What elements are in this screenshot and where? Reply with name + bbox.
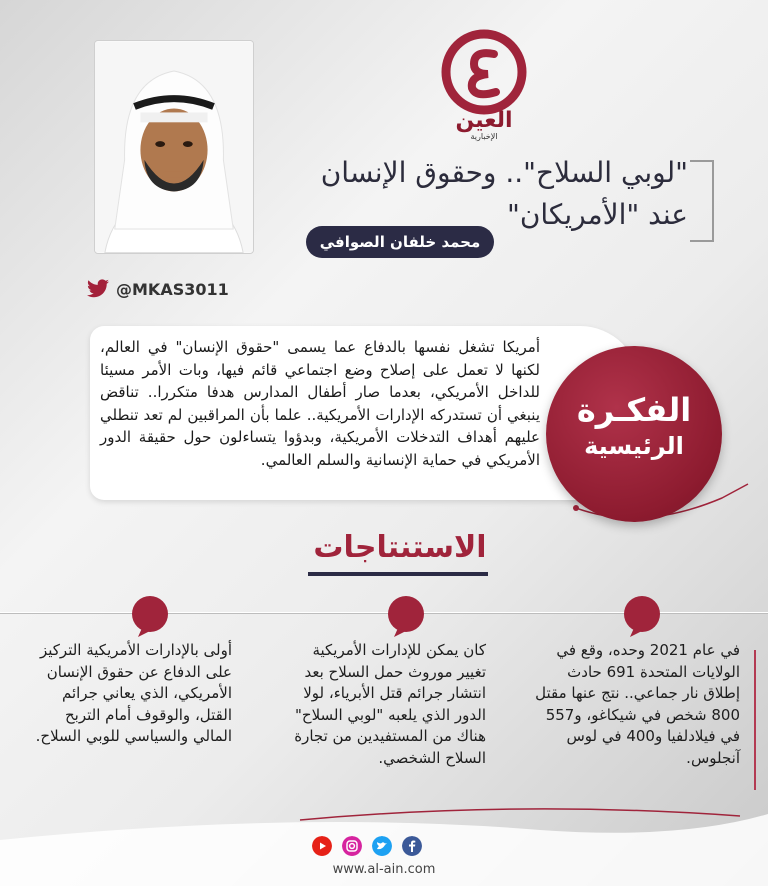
website-url[interactable]: www.al-ain.com	[332, 862, 436, 877]
main-idea-badge	[546, 346, 722, 522]
article-title	[268, 152, 688, 236]
author-photo-icon	[95, 41, 253, 253]
conclusion-item: في عام 2021 وحده، وقع في الولايات المتحدة 691 حادث إطلاق نار جماعي.. نتج عنها مقتل 800 شخص في شيكاغو، و557 في فيلادلفيا و400 في لوس آنجلوس.	[535, 641, 740, 767]
facebook-icon[interactable]	[402, 836, 422, 856]
main-idea-badge-line2: الرئيسية	[584, 432, 684, 460]
conclusion-item: أولى بالإدارات الأمريكية التركيز على الدفاع عن حقوق الإنسان الأمريكي، الذي يعاني جرائم القتل، والوقوف أمام التربح المالي والسياسي للوبي السلاح.	[35, 641, 232, 745]
column-accent	[754, 650, 756, 790]
youtube-icon[interactable]	[312, 836, 332, 856]
speech-bubble-icon	[128, 594, 172, 638]
main-idea-text: أمريكا تشغل نفسها بالدفاع عما يسمى "حقوق الإنسان" في العالم، لكنها لا تعمل على إصلاح وضع اجتماعي قائم فيها، وبات الأمر مسيئا للداخل الأمريكي، بعدما صار أطفال المدارس هدفا متكررا.. تناقض ينبغي أن تستدركه الإدارات الأمريكية.. علما بأن المراقبين لم تعد تنطلي عليهم أهداف التدخلات الأمريكية، وبدؤوا يتساءلون حول حقيقة الدور الأمريكي في حماية الإنسانية والسلم العالمي.	[100, 338, 540, 469]
author-name: محمد خلفان الصوافي	[306, 226, 494, 258]
logo-subtitle: الإخبارية	[470, 132, 498, 141]
speech-bubble-icon	[384, 594, 428, 638]
al-ain-logo	[438, 28, 530, 141]
twitter-handle[interactable]	[86, 276, 229, 302]
al-ain-logo-icon	[440, 28, 528, 116]
main-idea-badge-line1: الفكـرة	[576, 391, 692, 429]
twitter-handle-text: @MKAS3011	[116, 279, 229, 299]
twitter-icon[interactable]	[372, 836, 392, 856]
twitter-bird-icon	[86, 279, 110, 299]
conclusion-item: كان يمكن للإدارات الأمريكية تغيير موروث حمل السلاح بعد انتشار جرائم قتل الأبرياء، لولا الدور الذي يلعبه "لوبي السلاح" هناك من المستفيدين من تجارة السلاح الشخصي.	[294, 641, 486, 767]
conclusions-underline	[308, 572, 488, 576]
instagram-icon[interactable]	[342, 836, 362, 856]
logo-name: العين	[455, 108, 513, 133]
author-portrait	[94, 40, 254, 254]
article-title-line1: "لوبي السلاح".. وحقوق الإنسان	[320, 156, 688, 189]
conclusions-heading: الاستنتاجات	[313, 530, 487, 565]
speech-bubble-icon	[620, 594, 664, 638]
title-bracket	[690, 160, 714, 242]
article-title-line2: عند "الأمريكان"	[506, 198, 688, 231]
